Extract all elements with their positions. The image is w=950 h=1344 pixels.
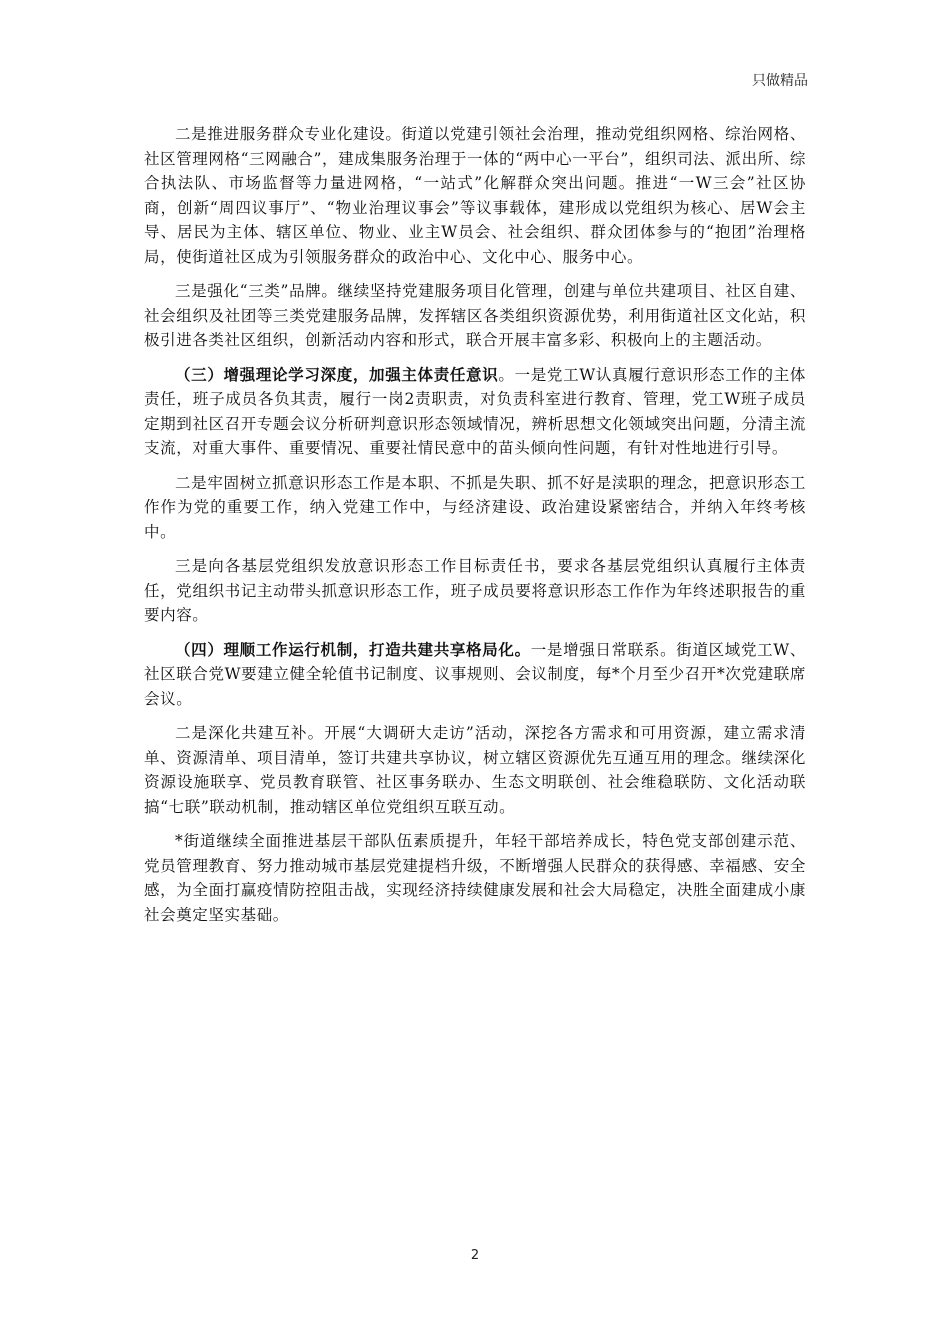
- paragraph: [144, 279, 806, 353]
- paragraph: [144, 122, 806, 269]
- body-text: [144, 122, 806, 937]
- page-number: 2: [470, 1248, 480, 1263]
- paragraph-text: *街道继续全面推进基层干部队伍素质提升，年轻干部培养成长，特色党支部创建示范、党员管理教育、努力推动城市基层党建提档升级，不断增强人民群众的获得感、幸福感、安全感，为全面打赢疫情防控阻击战，实现经济持续健康发展和社会大局稳定，决胜全面建成小康社会奠定坚实基础。: [144, 832, 806, 924]
- paragraph-text: 二是牢固树立抓意识形态工作是本职、不抓是失职、抓不好是渎职的理念，把意识形态工作作为党的重要工作，纳入党建工作中，与经济建设、政治建设紧密结合，并纳入年终考核中。: [144, 473, 806, 541]
- paragraph-text: 二是推进服务群众专业化建设。街道以党建引领社会治理，推动党组织网格、综治网格、社区管理网格“三网融合”，建成集服务治理于一体的“两中心一平台”，组织司法、派出所、综合执法队、市场监督等力量进网格，“一站式”化解群众突出问题。推进“一W三会”社区协商，创新“周四议事厅”、“物业治理议事会”等议事载体，建形成以党组织为核心、居W会主导、居民为主体、辖区单位、物业、业主W员会、社会组织、群众团体参与的“抱团”治理格局，使街道社区成为引领服务群众的政治中心、文化中心、服务中心。: [144, 125, 806, 266]
- paragraph: [144, 471, 806, 545]
- paragraph-text: 。一是党工W认真履行意识形态工作的主体责任，班子成员各负其责，履行一岗2责职责，对负责科室进行教育、管理，党工W班子成员定期到社区召开专题会议分析研判意识形态领域情况，辨析思想文化领域突出问题，分清主流支流，对重大事件、重要情况、重要社情民意中的苗头倾向性问题，有针对性地进行引导。: [144, 365, 806, 457]
- paragraph-text: 三是向各基层党组织发放意识形态工作目标责任书，要求各基层党组织认真履行主体责任，党组织书记主动带头抓意识形态工作，班子成员要将意识形态工作作为年终述职报告的重要内容。: [144, 557, 806, 624]
- section-heading: （三）增强理论学习深度，加强主体责任意识: [175, 364, 499, 384]
- paragraph: [144, 829, 806, 927]
- header-label: 只做精品: [752, 73, 808, 89]
- paragraph-text: 一是增强日常联系。街道区域党工W、社区联合党W要建立健全轮值书记制度、议事规则、会议制度，每*个月至少召开*次党建联席会议。: [144, 640, 807, 708]
- section-heading: （四）理顺工作运行机制，打造共建共享格局化。: [175, 639, 531, 659]
- paragraph: [144, 638, 806, 712]
- paragraph: [144, 721, 806, 819]
- paragraph: [144, 363, 806, 461]
- paragraph-text: 二是深化共建互补。开展“大调研大走访”活动，深挖各方需求和可用资源，建立需求清单、资源清单、项目清单，签订共建共享协议，树立辖区资源优先互通互用的理念。继续深化资源设施联享、党员教育联管、社区事务联办、生态文明联创、社会维稳联防、文化活动联搞“七联”联动机制，推动辖区单位党组织互联互动。: [144, 724, 806, 816]
- paragraph: [144, 554, 806, 628]
- paragraph-text: 三是强化“三类”品牌。继续坚持党建服务项目化管理，创建与单位共建项目、社区自建、社会组织及社团等三类党建服务品牌，发挥辖区各类组织资源优势，利用街道社区文化站，积极引进各类社区组织，创新活动内容和形式，联合开展丰富多彩、积极向上的主题活动。: [144, 282, 806, 349]
